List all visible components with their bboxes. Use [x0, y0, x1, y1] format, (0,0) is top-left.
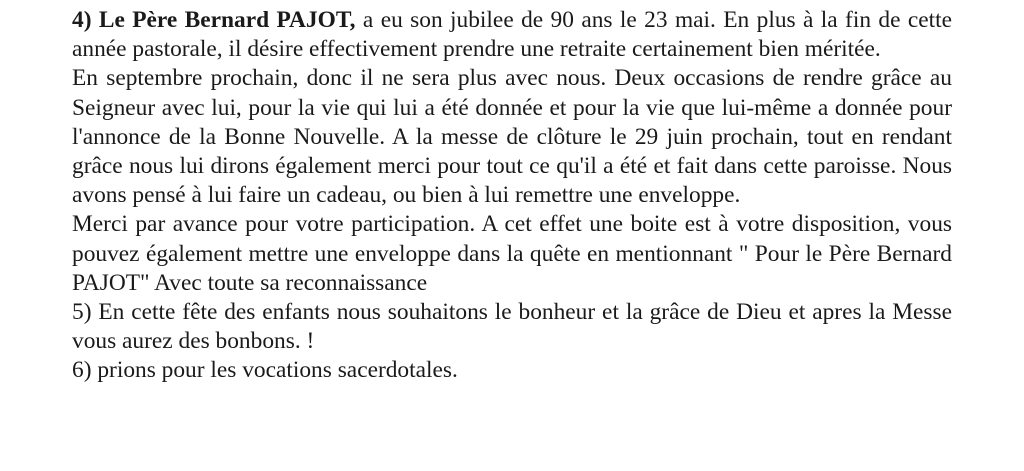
participation-paragraph: Merci par avance pour votre participation. A cet effet une boite est à votre disposition, vous pouvez également mettre une enveloppe dans la quête en mentionnant " Pour le Père Bernard PAJOT" Avec toute sa reconnaissance [72, 211, 952, 296]
item-4-heading: 4) Le Père Bernard PAJOT, [72, 7, 356, 33]
document-page [72, 6, 952, 464]
document-body [72, 6, 952, 464]
item-4-paragraph [72, 6, 952, 64]
item-5-paragraph: 5) En cette fête des enfants nous souhaitons le bonheur et la grâce de Dieu et apres la Messe vous aurez des bonbons. ! [72, 299, 952, 355]
farewell-paragraph: En septembre prochain, donc il ne sera plus avec nous. Deux occasions de rendre grâce au Seigneur avec lui, pour la vie qui lui a été donnée et pour la vie que lui-même a donnée pour l'annonce de la Bonne Nouvelle. A la messe de clôture le 29 juin prochain, tout en rendant grâce nous lui dirons également merci pour tout ce qu'il a été et fait dans cette paroisse. Nous avons pensé à lui faire un cadeau, ou bien à lui remettre une enveloppe. [72, 65, 952, 209]
item-6-paragraph: 6) prions pour les vocations sacerdotales. [72, 357, 458, 384]
item-4-text: a eu son jubilee de 90 ans le 23 mai. En plus à la fin de cette année pastorale, il désire effectivement prendre une retraite certainement bien méritée. [72, 7, 952, 63]
